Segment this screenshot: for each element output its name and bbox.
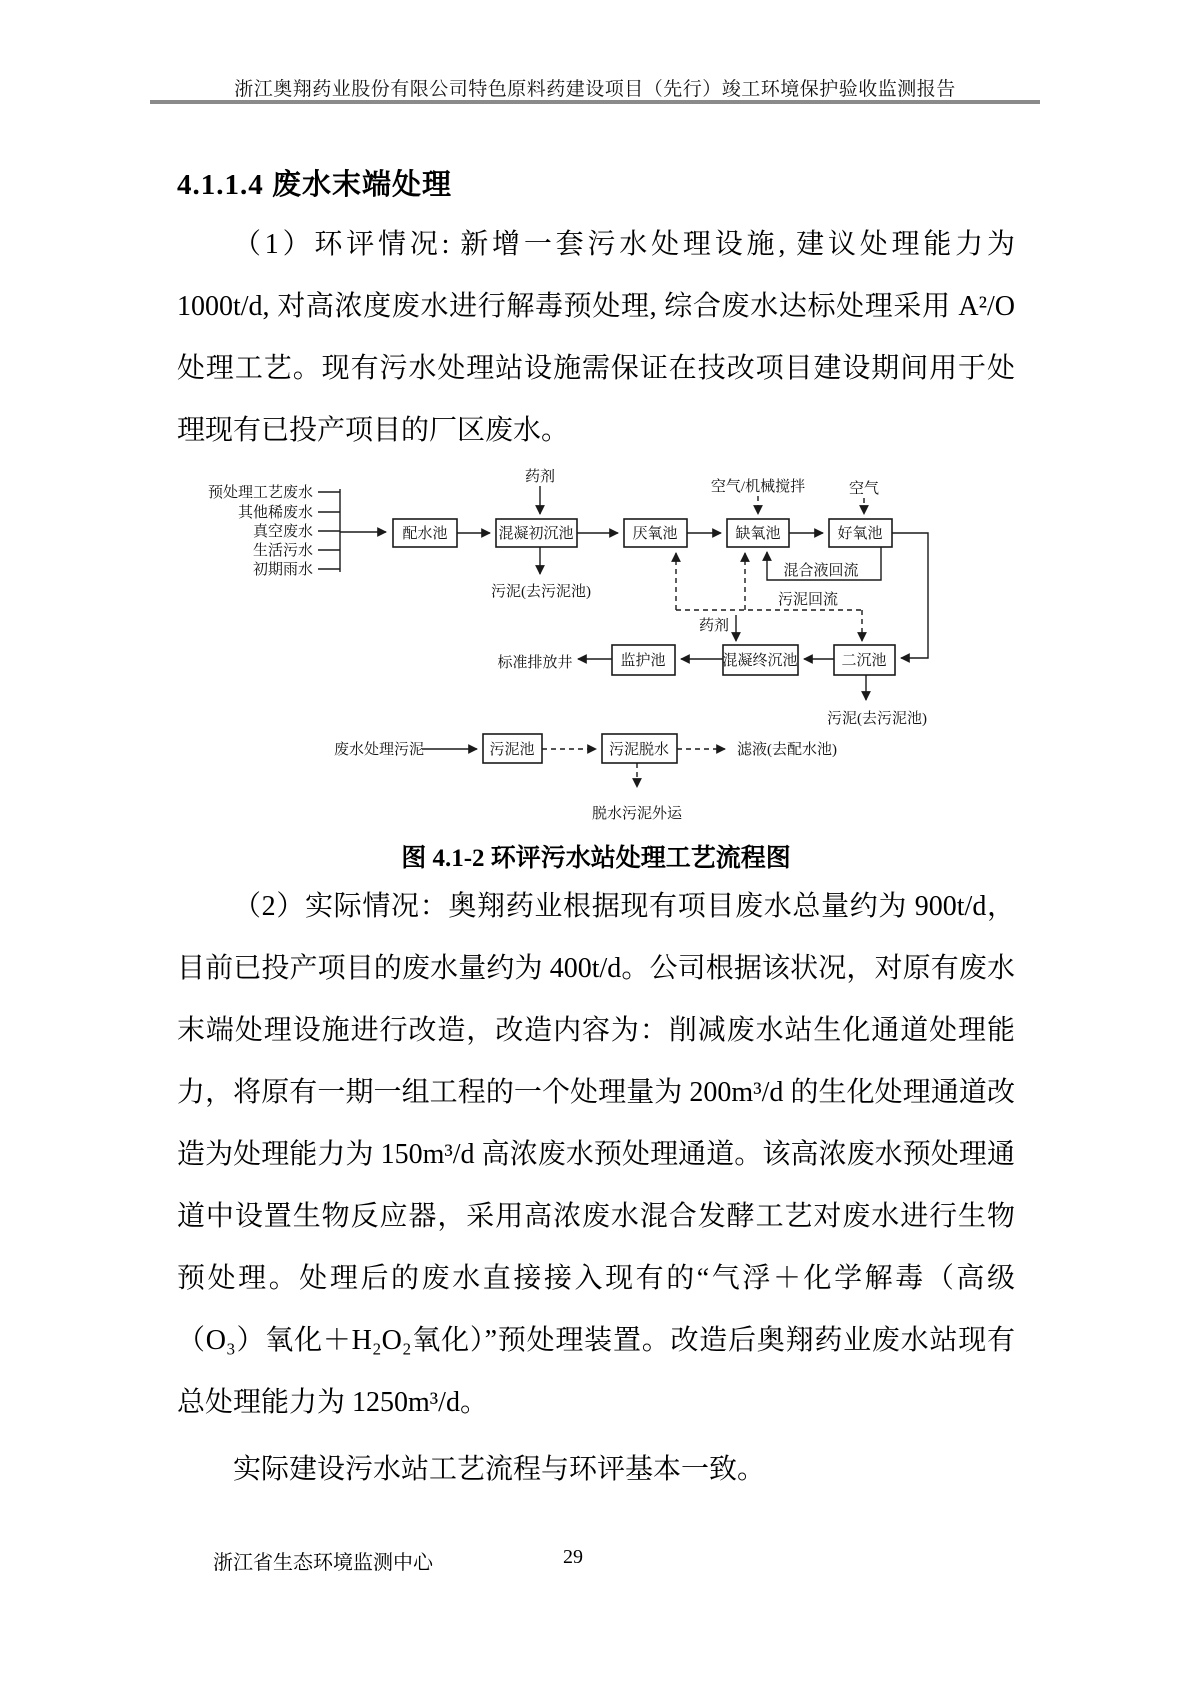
influent-stream-labels	[208, 484, 313, 578]
box-coag-primary-sedimentation	[496, 519, 577, 547]
header-divider	[150, 100, 1040, 104]
sludge-return-label: 污泥回流	[777, 592, 839, 608]
influent-label: 其他稀废水	[237, 505, 313, 521]
box-anoxic-tank	[727, 519, 789, 547]
box-label: 配水池	[402, 526, 448, 542]
influent-label: 初期雨水	[252, 562, 313, 578]
air-label: 空气	[848, 481, 880, 497]
footer-page-number: 29	[563, 1546, 583, 1568]
influent-label: 生活污水	[252, 543, 313, 559]
mixed-liquor-return-label: 混合液回流	[783, 563, 859, 579]
box-sludge-tank	[483, 734, 542, 763]
box-sludge-dewatering	[602, 734, 677, 763]
chemical-dosing-label: 药剂	[524, 469, 556, 485]
box-label: 污泥脱水	[608, 742, 670, 758]
process-flow-diagram	[165, 463, 945, 828]
box-label: 混凝终沉池	[722, 653, 798, 669]
figure-caption: 图 4.1-2 环评污水站处理工艺流程图	[401, 845, 791, 872]
page-header-title: 浙江奥翔药业股份有限公司特色原料药建设项目（先行）竣工环境保护验收监测报告	[234, 79, 956, 100]
box-label: 污泥池	[489, 742, 535, 758]
paragraph-eia-situation: （1）环评情况: 新增一套污水处理设施, 建议处理能力为 1000t/d, 对高浓度废水进行解毒预处理, 综合废水达标处理采用 A²/O 处理工艺。现有污水处理站设施需保证在技改项目建设期间用于处理现有已投产项目的厂区废水。	[177, 229, 1015, 446]
wastewater-sludge-label: 废水处理污泥	[333, 742, 425, 758]
box-secondary-sedimentation	[834, 645, 895, 675]
box-aerobic-tank	[829, 519, 892, 547]
standard-outlet-label: 标准排放井	[497, 655, 573, 671]
footer-organization: 浙江省生态环境监测中心	[213, 1552, 433, 1574]
section-heading: 4.1.1.4 废水末端处理	[177, 169, 453, 201]
filtrate-label: 滤液(去配水池)	[737, 742, 837, 758]
dewatered-sludge-label: 脱水污泥外运	[591, 806, 683, 822]
paragraph-actual-situation: （2）实际情况：奥翔药业根据现有项目废水总量约为 900t/d，目前已投产项目的废水量约为 400t/d。公司根据该状况，对原有废水末端处理设施进行改造，改造内容为：削减废水站生化通道处理能力，将原有一期一组工程的一个处理量为 200m³/d 的生化处理通道改造为处理能力为 150m³/d 高浓废水预处理通道。该高浓废水预处理通道中设置生物反应器，采用高浓废水混合发酵工艺对废水进行生物预处理。处理后的废水直接接入现有的“气浮＋化学解毒（高级（O₃）氧化＋H₂O₂氧化）”预处理装置。改造后奥翔药业废水站现有总处理能力为 1250m³/d。	[177, 891, 1015, 1418]
box-label: 二沉池	[841, 653, 887, 669]
box-label: 混凝初沉池	[498, 526, 574, 542]
box-coag-final-sedimentation	[722, 645, 798, 675]
box-label: 好氧池	[837, 526, 883, 542]
primary-sludge-label: 污泥(去污泥池)	[491, 584, 591, 600]
box-label: 厌氧池	[632, 526, 678, 542]
chemical-dosing-2-label: 药剂	[698, 618, 730, 634]
mixed-liquor-return	[767, 547, 881, 580]
paragraph-conclusion: 实际建设污水站工艺流程与环评基本一致。	[233, 1454, 766, 1485]
box-label: 缺氧池	[735, 526, 781, 542]
influent-label: 预处理工艺废水	[207, 485, 313, 501]
box-anaerobic-tank	[624, 519, 687, 547]
box-label: 监护池	[620, 653, 666, 669]
air-mechanical-mixing-label: 空气/机械搅拌	[710, 479, 806, 495]
box-distribution-tank	[393, 519, 457, 547]
box-monitoring-tank	[612, 645, 675, 675]
secondary-sludge-label: 污泥(去污泥池)	[827, 711, 927, 727]
influent-label: 真空废水	[252, 524, 313, 540]
